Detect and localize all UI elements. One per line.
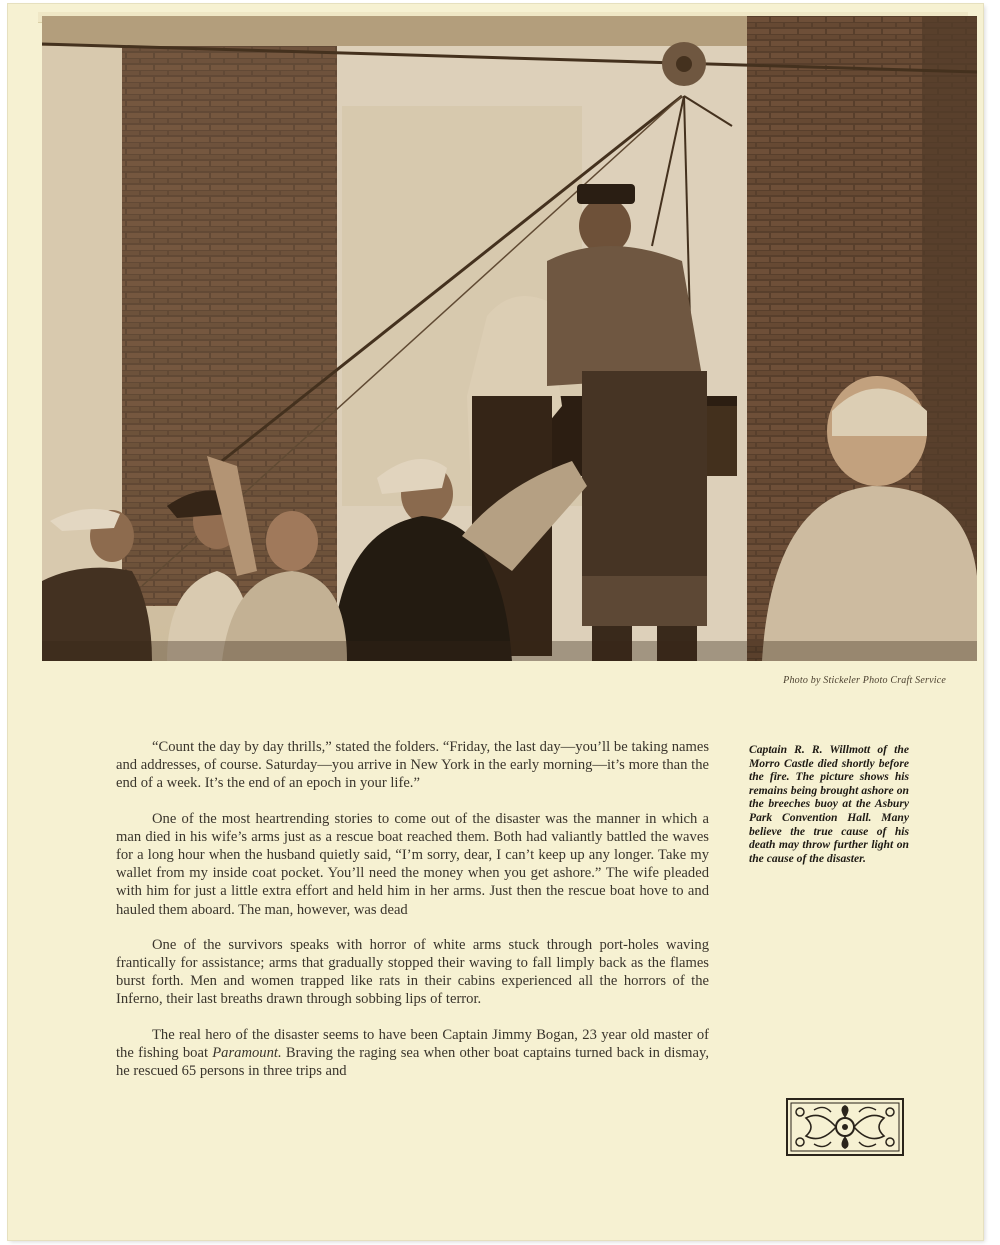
article-paragraph: “Count the day by day thrills,” stated the folders. “Friday, the last day—you’ll be taking names and addresses, of course. Saturday—you arrive in New York in the early morning—it’s more than the end of a week. It’s the end of an epoch in your life.” — [116, 739, 709, 792]
rescue-photograph — [42, 16, 977, 661]
article-paragraph: One of the most heartrending stories to come out of the disaster was the manner in which a man died in his wife’s arms just as a rescue boat reached them. Both had valiantly battled the waves for a long hour when the husband quietly said, “I’m sorry, dear, I can’t keep up any longer. Take my wallet from my inside coat pocket. You’ll need the money when you get ashore.” The wife pleaded with him for just a little extra effort and held him in her arms. Just then the rescue boat hove to and hauled them aboard. The man, however, was dead — [116, 810, 709, 918]
magazine-page — [8, 4, 983, 1240]
photo-caption: Captain R. R. Willmott of the Morro Castle died shortly before the fire. The picture shows his remains being brought ashore on the breeches buoy at the Asbury Park Convention Hall. Many believe the true cause of his death may throw further light on the cause of the disaster. — [749, 743, 909, 865]
article-body — [116, 738, 709, 1097]
article-paragraph-last — [116, 1026, 709, 1081]
article-paragraph: One of the survivors speaks with horror of white arms stuck through port-holes waving frantically for assistance; arms that gradually stopped their waving to fall limply back as the flames burst forth. Men and women trapped like rats in their cabins experienced all the horrors of the Inferno, their last breaths drawn through sobbing lips of terror. — [116, 936, 709, 1008]
paragraph-text: The real hero of the disaster seems to have been Captain Jimmy Bogan, 23 year old master of the fishing boat — [116, 1026, 709, 1061]
floral-ornament-icon — [786, 1098, 904, 1156]
paragraph-text: Braving the raging sea when other boat captains turned back in dismay, he rescued 65 persons in three trips and — [116, 1044, 709, 1080]
photo-credit: Photo by Stickeler Photo Craft Service — [783, 675, 946, 686]
boat-name: Paramount. — [212, 1044, 282, 1061]
